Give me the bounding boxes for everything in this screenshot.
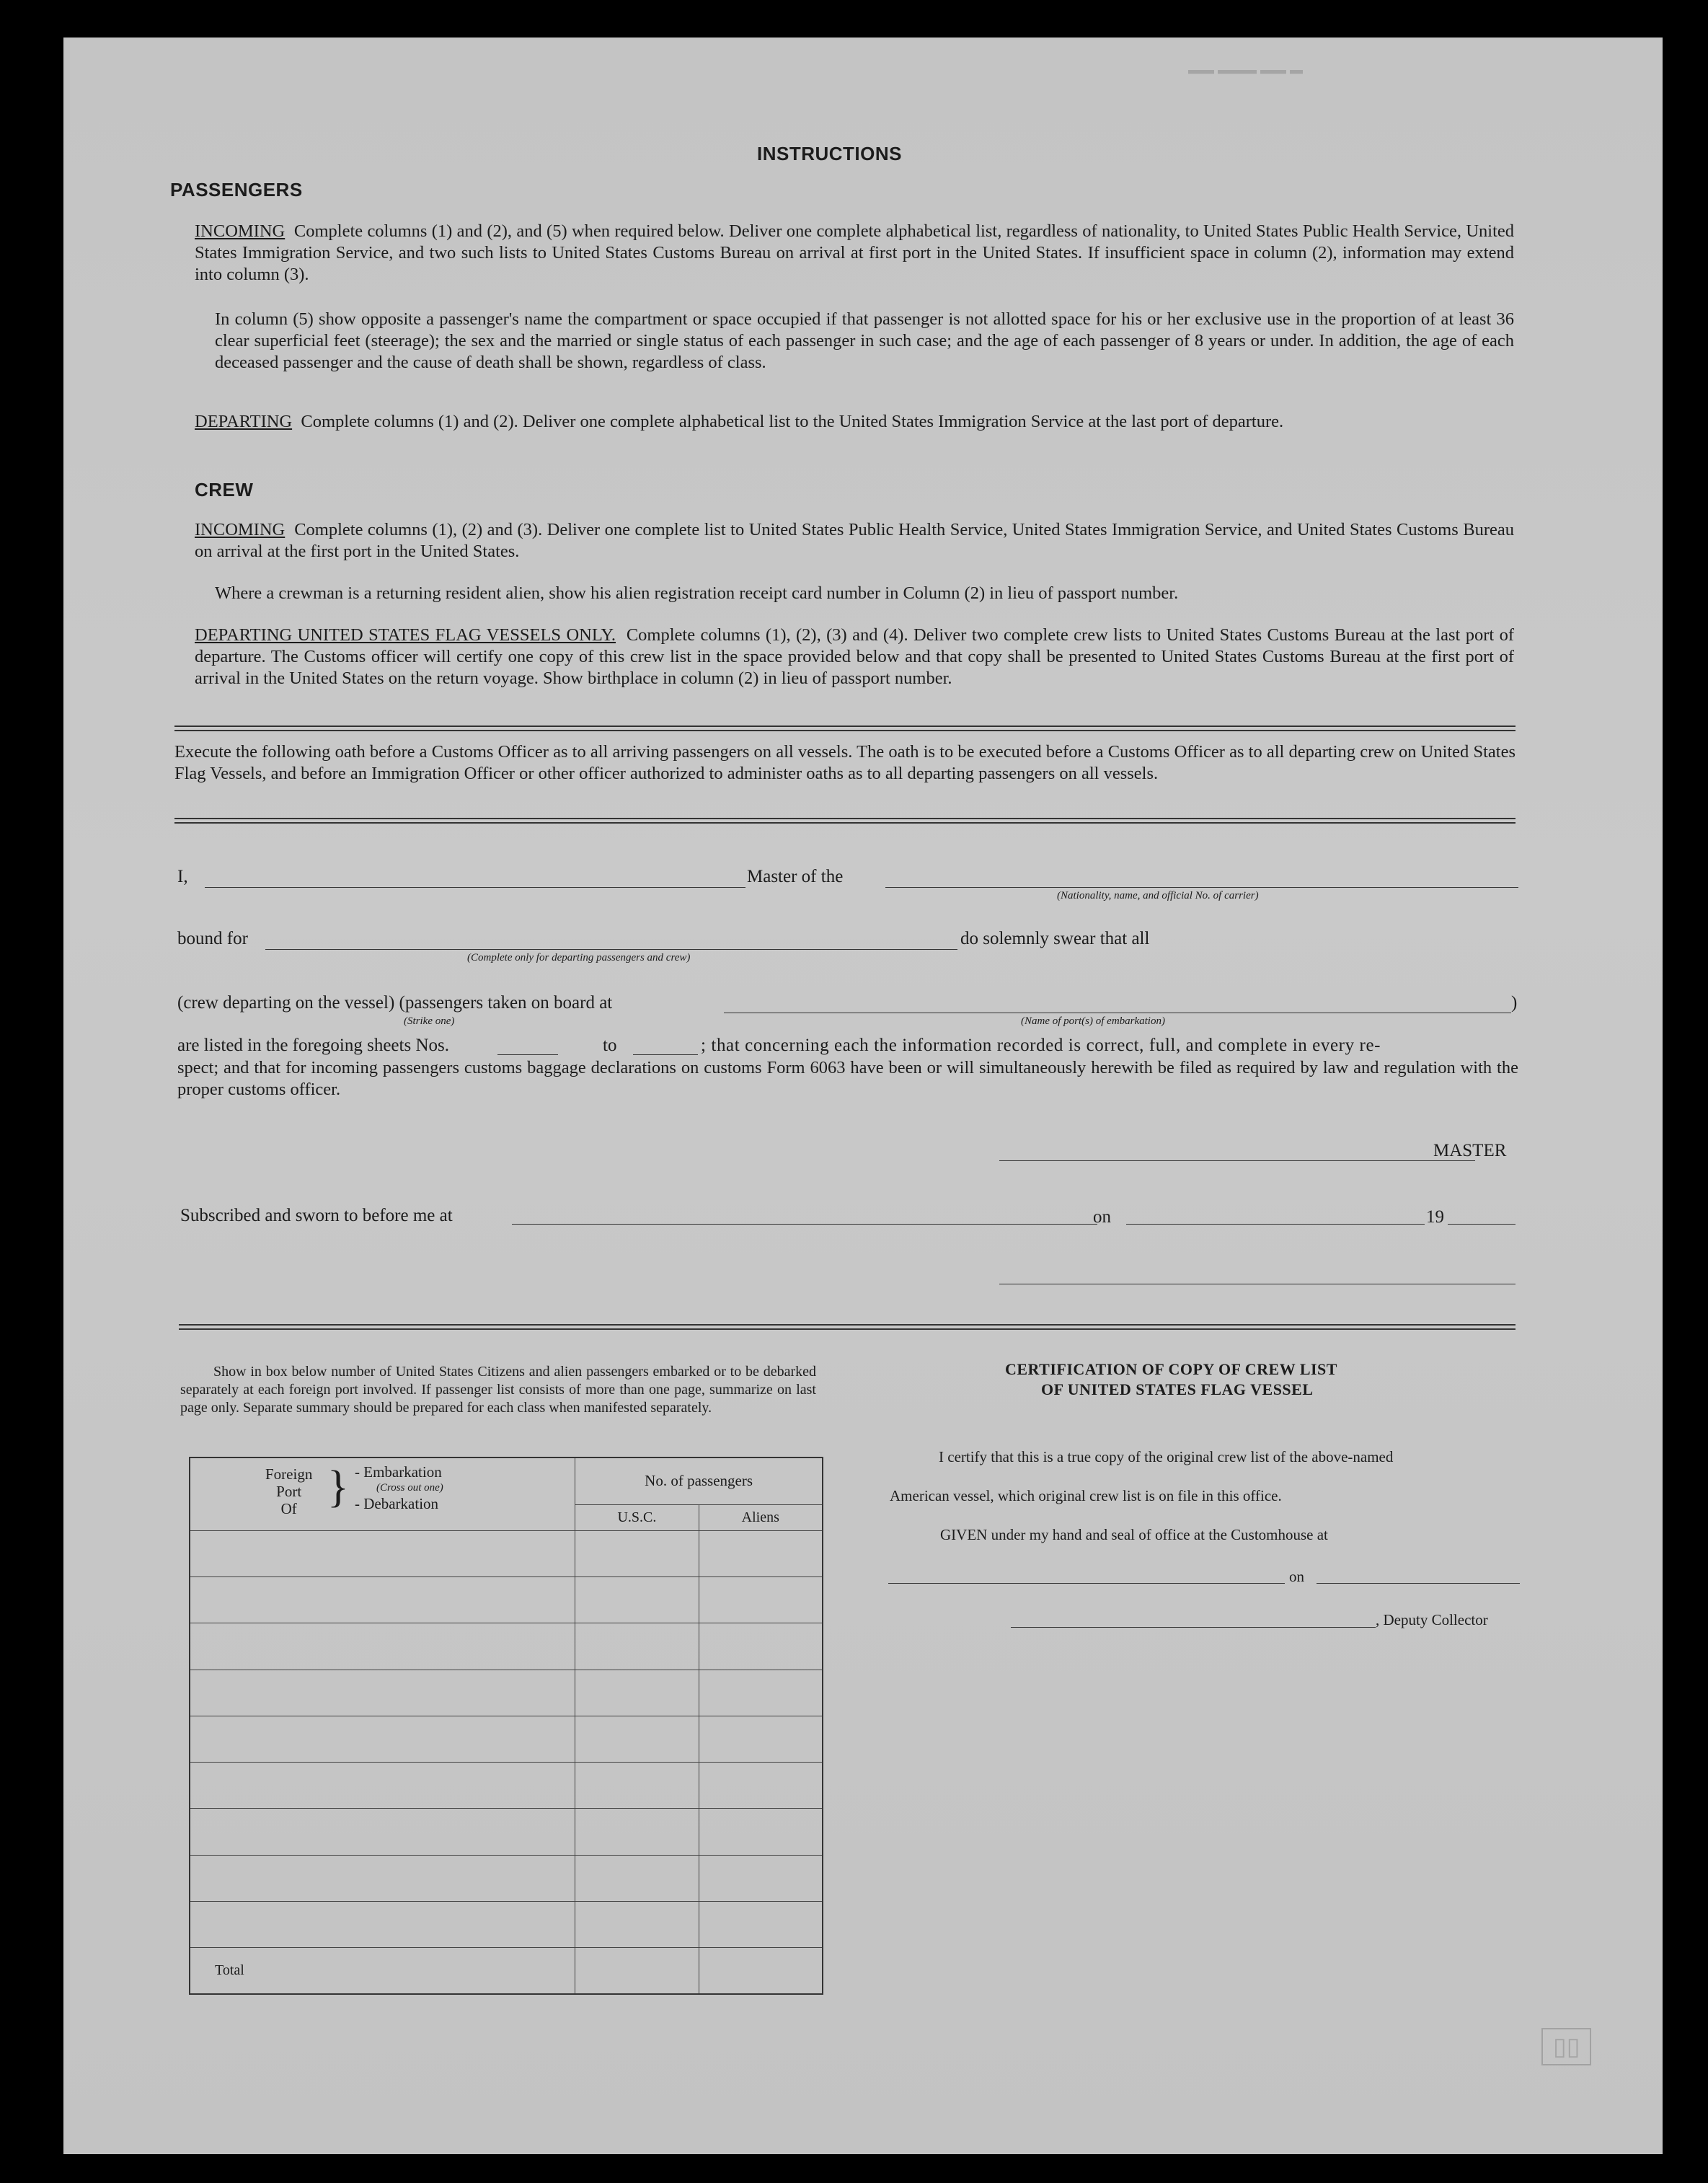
usc-header: U.S.C. — [575, 1504, 699, 1530]
divider-double-3 — [179, 1324, 1515, 1330]
certification-title-1: CERTIFICATION OF COPY OF CREW LIST — [1005, 1360, 1337, 1378]
subscribed-label: Subscribed and sworn to before me at — [180, 1206, 453, 1225]
table-row[interactable] — [190, 1530, 823, 1576]
debarkation-option[interactable]: - Debarkation — [355, 1495, 439, 1512]
bleed-through-marks: ▬ ▬▬ ▬▬▬ ▬▬ — [1188, 67, 1304, 81]
divider-double-2 — [174, 818, 1515, 824]
sheet-to-field[interactable] — [633, 1054, 698, 1055]
crew-departing-label: (crew departing on the vessel) (passengers taken on board at — [177, 993, 613, 1013]
listed-text-b: ; that concerning each the information recorded is correct, full, and complete in every re- — [701, 1036, 1381, 1055]
table-row[interactable] — [190, 1901, 823, 1947]
crew-departing-text: Complete columns (1), (2), (3) and (4). Deliver two complete crew lists to United States Customs Bureau at the last port of departure. The Customs officer will certify one copy of this crew list in the space provided below and that copy shall be presented to United States Customs Bureau at the first port of arrival in the United States on the return voyage. Show birthplace in column (2) in lieu of passport number. — [195, 625, 1514, 688]
bound-for-label: bound for — [177, 929, 248, 948]
divider-double-1 — [174, 726, 1515, 731]
foreign-port-line-2: Port — [276, 1483, 302, 1500]
carrier-field[interactable] — [885, 887, 1518, 888]
carrier-caption: (Nationality, name, and official No. of carrier) — [1057, 890, 1259, 901]
foreign-port-line-1: Foreign — [265, 1465, 313, 1483]
sheet-from-field[interactable] — [497, 1054, 558, 1055]
page-title: INSTRUCTIONS — [757, 143, 902, 164]
certification-line-1: I certify that this is a true copy of the original crew list of the above-named — [939, 1448, 1394, 1465]
page-number-stamp: ▯▯ — [1541, 2028, 1591, 2065]
passengers-heading: PASSENGERS — [170, 179, 303, 200]
passengers-departing-label: DEPARTING — [195, 412, 293, 431]
master-of-label: Master of the — [747, 867, 844, 886]
master-signature-field[interactable] — [999, 1160, 1475, 1161]
brace-icon: } — [327, 1463, 349, 1512]
certification-line-2: American vessel, which original crew list is on file in this office. — [890, 1487, 1282, 1504]
deputy-collector-label: , Deputy Collector — [1376, 1611, 1488, 1628]
table-row[interactable] — [190, 1716, 823, 1762]
deputy-collector-field[interactable] — [1011, 1627, 1376, 1628]
bound-for-caption: (Complete only for departing passengers and crew) — [467, 952, 691, 963]
table-row[interactable] — [190, 1577, 823, 1623]
passengers-departing-paragraph — [195, 411, 1514, 433]
listed-label: are listed in the foregoing sheets Nos. — [177, 1036, 449, 1055]
document-page — [63, 38, 1663, 2154]
passengers-incoming-text: Complete columns (1) and (2), and (5) when required below. Deliver one complete alphabetical list, regardless of nationality, to United States Public Health Service, United States Immigration Service, and two such lists to United States Customs Bureau on arrival at first port in the United States. If insufficient space in column (2), information may extend into column (3). — [195, 221, 1514, 284]
table-row[interactable] — [190, 1855, 823, 1901]
passengers-departing-text: Complete columns (1) and (2). Deliver one complete alphabetical list to the United States Immigration Service at the last port of departure. — [301, 412, 1284, 431]
table-row[interactable] — [190, 1763, 823, 1809]
crew-incoming-paragraph — [195, 519, 1514, 563]
master-signature-label: MASTER — [1433, 1141, 1507, 1160]
crew-incoming-text: Complete columns (1), (2) and (3). Deliver one complete list to United States Public Health Service, United States Immigration Service, and United States Customs Bureau on arrival at the first port in the United States. — [195, 520, 1515, 561]
cross-out-caption: (Cross out one) — [376, 1482, 443, 1494]
crew-incoming-label: INCOMING — [195, 520, 286, 539]
passengers-incoming-label: INCOMING — [195, 221, 286, 241]
listed-text-c: spect; and that for incoming passengers customs baggage declarations on customs Form 6063 have been or will simultaneously herewith be filed as required by law and regulation with the proper customs officer. — [177, 1058, 1518, 1099]
table-row[interactable] — [190, 1623, 823, 1670]
subscribed-place-field[interactable] — [512, 1224, 1097, 1225]
passenger-summary-table — [189, 1457, 823, 1995]
certification-line-3: GIVEN under my hand and seal of office at the Customhouse at — [940, 1526, 1328, 1543]
passengers-count-header: No. of passengers — [575, 1457, 823, 1504]
oath-intro-paragraph: Execute the following oath before a Customs Officer as to all arriving passengers on all vessels. The oath is to be executed before a Customs Officer as to all departing crew on United States Flag Vessels, and before an Immigration Officer or other officer authorized to administer oaths as to all departing passengers on all vessels. — [174, 742, 1515, 783]
aliens-header: Aliens — [699, 1504, 823, 1530]
bound-for-field[interactable] — [265, 949, 957, 950]
embarkation-option[interactable]: - Embarkation — [355, 1463, 442, 1481]
table-row[interactable] — [190, 1670, 823, 1716]
master-name-field[interactable] — [205, 887, 745, 888]
foreign-port-header — [190, 1457, 575, 1530]
subscribed-year: 19 — [1426, 1207, 1444, 1227]
foreign-port-line-3: Of — [280, 1500, 297, 1517]
close-paren: ) — [1511, 993, 1518, 1013]
subscribed-date-field[interactable] — [1126, 1224, 1425, 1225]
subscribed-on-label: on — [1093, 1207, 1111, 1227]
passengers-column5-paragraph: In column (5) show opposite a passenger's name the compartment or space occupied if that passenger is not allotted space for his or her exclusive use in the proportion of at least 36 clear superficial feet (steerage); the sex and the married or single status of each passenger in such case; and the age of each passenger of 8 years or under. In addition, the age of each deceased passenger and the cause of death shall be shown, regardless of class. — [215, 309, 1514, 372]
customhouse-field[interactable] — [888, 1583, 1285, 1584]
summary-instructions: Show in box below number of United States Citizens and alien passengers embarked or to be debarked separately at each foreign port involved. If passenger list consists of more than one page, summarize on last page only. Separate summary should be prepared for each class when manifested separately. — [180, 1364, 816, 1416]
strike-one-caption: (Strike one) — [404, 1015, 455, 1027]
embarkation-port-caption: (Name of port(s) of embarkation) — [1021, 1015, 1165, 1027]
certification-title-2: OF UNITED STATES FLAG VESSEL — [1041, 1380, 1314, 1398]
crew-departing-paragraph — [195, 625, 1514, 689]
crew-heading: CREW — [195, 479, 254, 500]
subscribed-year-field[interactable] — [1448, 1224, 1515, 1225]
certification-on-label: on — [1289, 1568, 1304, 1585]
crew-resident-paragraph: Where a crewman is a returning resident alien, show his alien registration receipt card number in Column (2) in lieu of passport number. — [215, 583, 1179, 603]
certification-date-field[interactable] — [1317, 1583, 1520, 1584]
listed-to-label: to — [603, 1036, 617, 1055]
crew-departing-label: DEPARTING UNITED STATES FLAG VESSELS ONLY. — [195, 625, 616, 645]
total-row[interactable] — [190, 1948, 823, 1994]
swear-label: do solemnly swear that all — [960, 929, 1150, 948]
passengers-incoming-paragraph — [195, 221, 1514, 286]
total-label: Total — [190, 1948, 575, 1994]
table-row[interactable] — [190, 1809, 823, 1855]
oath-i-label: I, — [177, 867, 188, 886]
